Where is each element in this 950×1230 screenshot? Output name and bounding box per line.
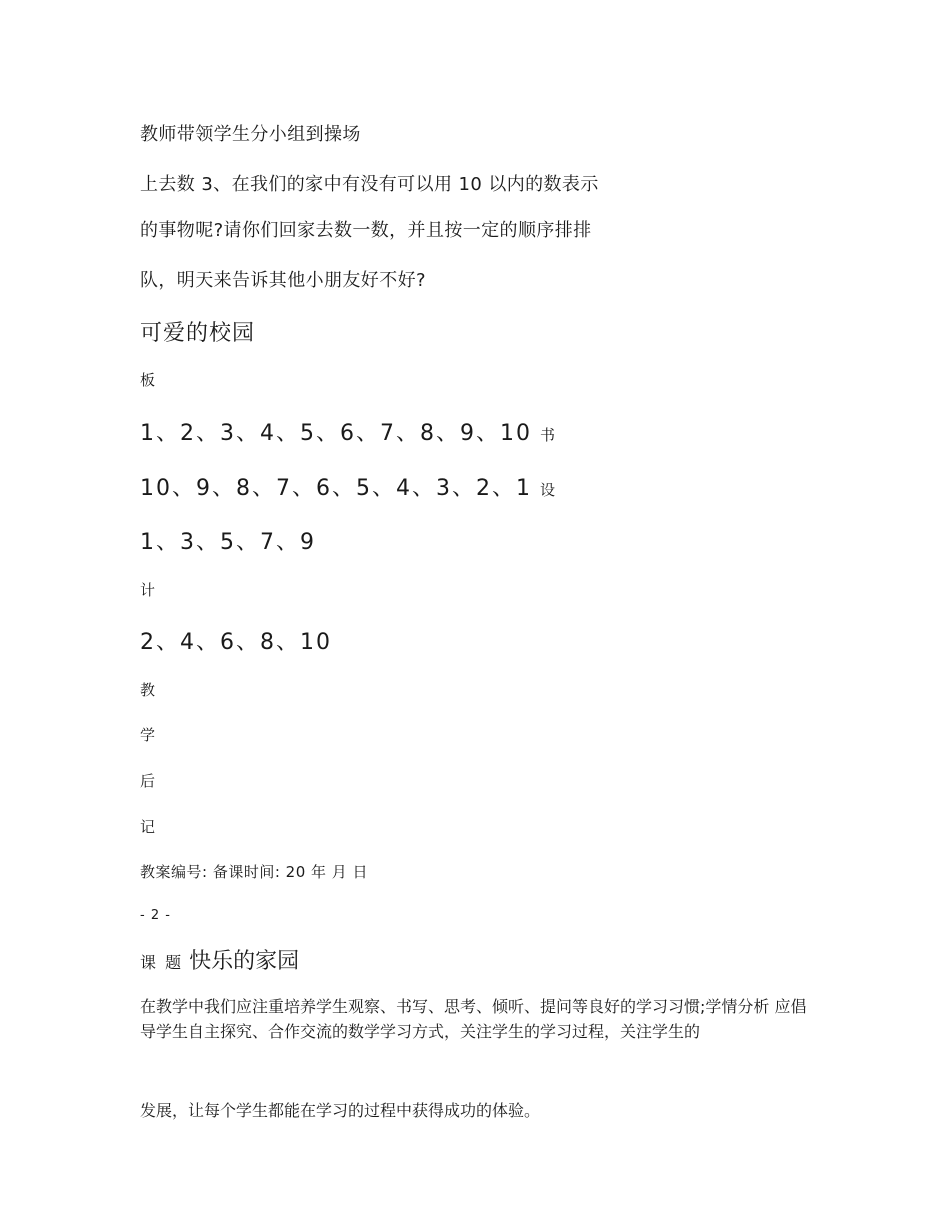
sequence-3: 1、3、5、7、9 bbox=[140, 530, 316, 555]
sequence-1-text: 1、2、3、4、5、6、7、8、9、10 bbox=[140, 421, 532, 446]
topic-title: 快乐的家园 bbox=[189, 949, 300, 974]
side-label-ji2: 记 bbox=[140, 818, 156, 836]
side-label-she: 设 bbox=[539, 481, 555, 499]
sequence-2-text: 10、9、8、7、6、5、4、3、2、1 bbox=[140, 476, 532, 501]
meta-line: 教案编号: 备课时间: 20 年 月 日 bbox=[140, 863, 369, 881]
side-label-shu: 书 bbox=[539, 426, 555, 444]
side-label-jiao: 教 bbox=[140, 681, 156, 699]
sequence-2 bbox=[140, 471, 555, 502]
text-line-3: 的事物呢?请你们回家去数一数，并且按一定的顺序排排 bbox=[140, 220, 592, 241]
side-label-ji: 计 bbox=[140, 581, 156, 599]
side-label-ban: 板 bbox=[140, 371, 156, 389]
topic-label: 课 题 bbox=[140, 953, 184, 972]
page-number: - 2 - bbox=[140, 908, 171, 923]
topic-row bbox=[140, 944, 299, 975]
text-line-4: 队，明天来告诉其他小朋友好不好? bbox=[140, 270, 426, 291]
sequence-1 bbox=[140, 416, 555, 447]
sequence-4: 2、4、6、8、10 bbox=[140, 630, 332, 655]
side-label-hou: 后 bbox=[140, 772, 156, 790]
text-line-1: 教师带领学生分小组到操场 bbox=[140, 124, 361, 145]
analysis-paragraph-2: 发展，让每个学生都能在学习的过程中获得成功的体验。 bbox=[140, 1101, 541, 1120]
analysis-paragraph-1: 在教学中我们应注重培养学生观察、书写、思考、倾听、提问等良好的学习习惯;学情分析 应倡导学生自主探究、合作交流的数学学习方式，关注学生的学习过程，关注学生的 bbox=[140, 997, 807, 1041]
section-heading: 可爱的校园 bbox=[140, 321, 256, 346]
text-line-2: 上去数 3、在我们的家中有没有可以用 10 以内的数表示 bbox=[140, 174, 599, 195]
side-label-xue: 学 bbox=[140, 726, 156, 744]
